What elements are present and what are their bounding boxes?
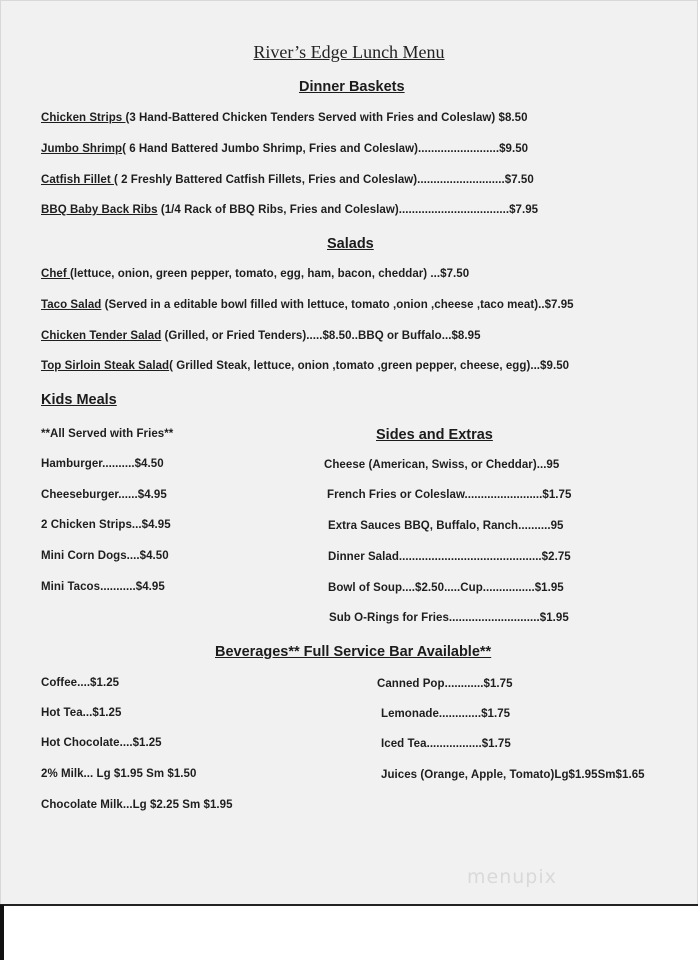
kids-item: Cheeseburger......$4.95 xyxy=(41,489,167,501)
item-name: Taco Salad xyxy=(41,299,102,311)
item-desc: ( Grilled Steak, lettuce, onion ,tomato ,green pepper, cheese, egg)...$9.50 xyxy=(169,360,570,372)
item-desc: (Served in a editable bowl filled with lettuce, tomato ,onion ,cheese ,taco meat)..$7.95 xyxy=(101,299,574,311)
menu-item xyxy=(41,143,528,155)
beverage-item: 2% Milk... Lg $1.95 Sm $1.50 xyxy=(41,768,197,780)
kids-meals-heading: Kids Meals xyxy=(41,392,117,408)
side-item: Extra Sauces BBQ, Buffalo, Ranch..........95 xyxy=(328,520,564,532)
side-item: Cheese (American, Swiss, or Cheddar)...95 xyxy=(324,459,560,471)
menu-item xyxy=(41,299,574,311)
beverages-heading: Beverages** Full Service Bar Available** xyxy=(215,644,492,660)
side-item: Bowl of Soup....$2.50.....Cup................$1.95 xyxy=(328,582,564,594)
beverage-item: Coffee....$1.25 xyxy=(41,677,120,689)
salads-heading: Salads xyxy=(327,236,374,252)
item-name: Top Sirloin Steak Salad xyxy=(41,360,170,372)
item-desc: (1/4 Rack of BBQ Ribs, Fries and Coleslaw)..................................$7.95 xyxy=(157,204,539,216)
item-name: Chicken Strips xyxy=(41,112,126,124)
sides-heading: Sides and Extras xyxy=(376,427,493,443)
item-name: Catfish Fillet xyxy=(41,174,114,186)
item-desc: (lettuce, onion, green pepper, tomato, egg, ham, bacon, cheddar) ...$7.50 xyxy=(70,268,470,280)
side-item: Dinner Salad............................................$2.75 xyxy=(328,551,571,563)
item-name: BBQ Baby Back Ribs xyxy=(41,204,158,216)
kids-item: Mini Tacos...........$4.95 xyxy=(41,581,165,593)
kids-note: **All Served with Fries** xyxy=(41,428,174,440)
menu-item xyxy=(41,204,538,216)
beverage-item: Canned Pop............$1.75 xyxy=(377,678,513,690)
menu-item xyxy=(41,112,528,124)
dinner-baskets-heading: Dinner Baskets xyxy=(299,79,405,95)
menu-item xyxy=(41,268,469,280)
item-name: Chef xyxy=(41,268,70,280)
kids-item: Hamburger..........$4.50 xyxy=(41,458,164,470)
menu-item xyxy=(41,330,481,342)
item-name: Jumbo Shrimp xyxy=(41,143,123,155)
kids-item: Mini Corn Dogs....$4.50 xyxy=(41,550,169,562)
kids-item: 2 Chicken Strips...$4.95 xyxy=(41,519,171,531)
item-desc: (Grilled, or Fried Tenders).....$8.50..BBQ or Buffalo...$8.95 xyxy=(161,330,481,342)
beverage-item: Lemonade.............$1.75 xyxy=(381,708,511,720)
beverage-item: Hot Tea...$1.25 xyxy=(41,707,122,719)
menu-item xyxy=(41,174,534,186)
side-item: Sub O-Rings for Fries............................$1.95 xyxy=(329,612,569,624)
beverage-item: Juices (Orange, Apple, Tomato)Lg$1.95Sm$1.65 xyxy=(381,769,645,781)
menupix-watermark: menupix xyxy=(467,866,557,888)
beverage-item: Iced Tea.................$1.75 xyxy=(381,738,511,750)
beverage-item: Chocolate Milk...Lg $2.25 Sm $1.95 xyxy=(41,799,233,811)
scan-edge-divider xyxy=(0,904,698,906)
menu-item xyxy=(41,360,569,372)
item-desc: (3 Hand-Battered Chicken Tenders Served with Fries and Coleslaw) $8.50 xyxy=(125,112,528,124)
side-item: French Fries or Coleslaw........................$1.75 xyxy=(327,489,572,501)
menu-title: River’s Edge Lunch Menu xyxy=(253,42,445,62)
scan-edge-mark xyxy=(0,905,4,960)
beverage-item: Hot Chocolate....$1.25 xyxy=(41,737,162,749)
item-name: Chicken Tender Salad xyxy=(41,330,162,342)
item-desc: ( 2 Freshly Battered Catfish Fillets, Fries and Coleslaw)...........................$7.50 xyxy=(113,174,534,186)
item-desc: ( 6 Hand Battered Jumbo Shrimp, Fries and Coleslaw).........................$9.50 xyxy=(122,143,529,155)
